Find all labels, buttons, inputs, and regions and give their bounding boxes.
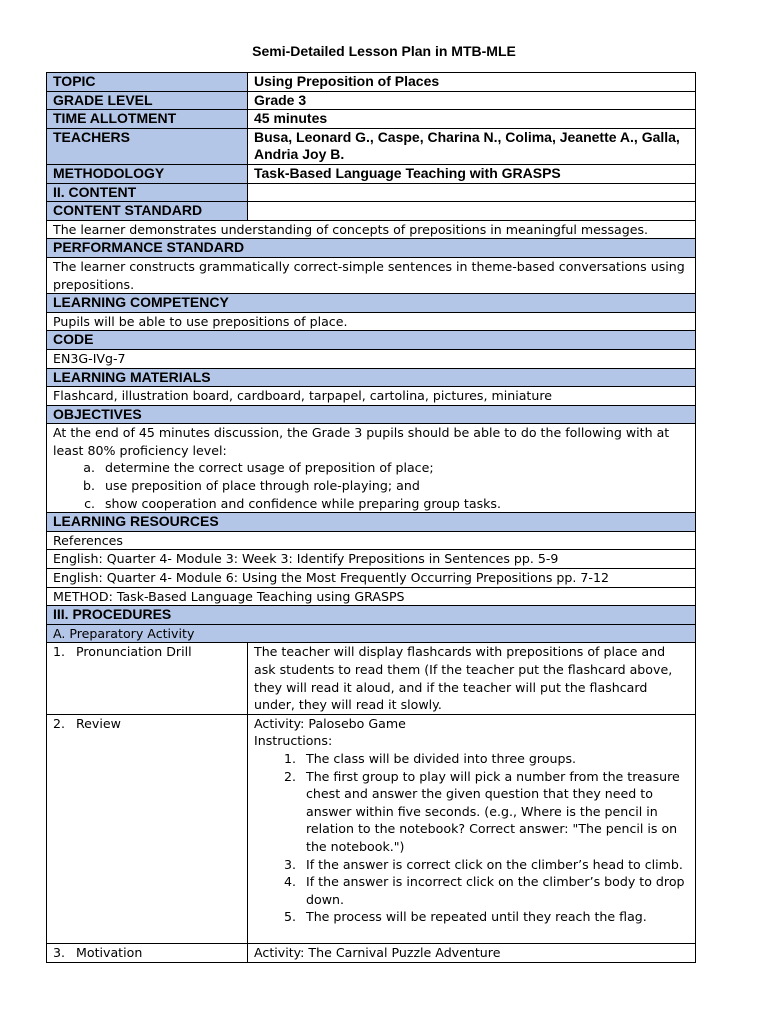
- procedure-number: 2.: [53, 715, 66, 731]
- content-heading: II. CONTENT: [47, 183, 248, 202]
- learning-materials-row: [47, 368, 696, 387]
- procedure-description: Activity: The Carnival Puzzle Adventure: [248, 943, 696, 962]
- preparatory-activity-row: [47, 624, 696, 643]
- procedure-number: 3.: [53, 944, 66, 960]
- topic-row: [47, 73, 696, 92]
- resource-item: METHOD: Task-Based Language Teaching using GRASPS: [47, 587, 696, 606]
- resource-row: [47, 587, 696, 606]
- learning-materials-text-row: [47, 387, 696, 406]
- learning-competency-label: LEARNING COMPETENCY: [47, 294, 696, 313]
- grade-row: [47, 91, 696, 110]
- procedure-label: Motivation: [76, 944, 143, 960]
- review-instructions-label: Instructions:: [254, 733, 333, 749]
- objectives-text-row: [47, 424, 696, 513]
- time-label: TIME ALLOTMENT: [47, 110, 248, 129]
- code-row: [47, 331, 696, 350]
- procedure-label-cell: [47, 943, 248, 962]
- learning-resources-label: LEARNING RESOURCES: [47, 513, 696, 532]
- code-text: EN3G-IVg-7: [47, 349, 696, 368]
- procedure-label-cell: [47, 643, 248, 714]
- objectives-intro: At the end of 45 minutes discussion, the Grade 3 pupils should be able to do the following with at least 80% proficiency level:: [53, 425, 670, 458]
- content-standard-row: [47, 202, 696, 221]
- review-steps-list: [254, 750, 689, 926]
- learning-competency-text-row: [47, 312, 696, 331]
- teachers-value: Busa, Leonard G., Caspe, Charina N., Colima, Jeanette A., Galla, Andria Joy B.: [248, 128, 696, 164]
- learning-competency-row: [47, 294, 696, 313]
- procedures-heading: III. PROCEDURES: [47, 606, 696, 625]
- resource-item: English: Quarter 4- Module 6: Using the Most Frequently Occurring Prepositions pp. 7-12: [47, 569, 696, 588]
- review-activity: Activity: Palosebo Game: [254, 715, 406, 731]
- topic-value: Using Preposition of Places: [248, 73, 696, 92]
- content-standard-label: CONTENT STANDARD: [47, 202, 248, 221]
- objective-item: b. use preposition of place through role-playing; and: [99, 477, 689, 495]
- resource-row: [47, 569, 696, 588]
- procedure-description: The teacher will display flashcards with prepositions of place and ask students to read them (If the teacher put the flashcard above, they will read it aloud, and if the teacher will put the flashcard under, they will read it slowly.: [248, 643, 696, 714]
- resource-row: [47, 531, 696, 550]
- procedure-row-pronunciation: [47, 643, 696, 714]
- performance-standard-text-row: [47, 257, 696, 293]
- methodology-label: METHODOLOGY: [47, 164, 248, 183]
- content-standard-blank: [248, 202, 696, 221]
- learning-competency-text: Pupils will be able to use prepositions of place.: [47, 312, 696, 331]
- performance-standard-label: PERFORMANCE STANDARD: [47, 239, 696, 258]
- objectives-list: [53, 459, 689, 512]
- teachers-row: [47, 128, 696, 164]
- time-row: [47, 110, 696, 129]
- objectives-label: OBJECTIVES: [47, 405, 696, 424]
- performance-standard-text: The learner constructs grammatically correct-simple sentences in theme-based conversations using prepositions.: [47, 257, 696, 293]
- objective-item: a. determine the correct usage of preposition of place;: [99, 459, 689, 477]
- procedure-row-motivation: [47, 943, 696, 962]
- time-value: 45 minutes: [248, 110, 696, 129]
- resource-row: [47, 550, 696, 569]
- resource-item: References: [47, 531, 696, 550]
- procedure-label-cell: [47, 714, 248, 943]
- teachers-label: TEACHERS: [47, 128, 248, 164]
- grade-label: GRADE LEVEL: [47, 91, 248, 110]
- resource-item: English: Quarter 4- Module 3: Week 3: Identify Prepositions in Sentences pp. 5-9: [47, 550, 696, 569]
- review-step: 2. The first group to play will pick a number from the treasure chest and answer the given question that they need to answer within five seconds. (e.g., Where is the pencil in relation to the notebook? Correct answer: "The pencil is on the notebook."): [300, 768, 689, 856]
- methodology-value: Task-Based Language Teaching with GRASPS: [248, 164, 696, 183]
- learning-materials-text: Flashcard, illustration board, cardboard, tarpapel, cartolina, pictures, miniature: [47, 387, 696, 406]
- code-label: CODE: [47, 331, 696, 350]
- procedure-label: Review: [76, 715, 121, 731]
- performance-standard-row: [47, 239, 696, 258]
- page-title: Semi-Detailed Lesson Plan in MTB-MLE: [252, 43, 516, 59]
- objectives-row: [47, 405, 696, 424]
- objectives-cell: [47, 424, 696, 513]
- lesson-plan-table: [46, 72, 696, 963]
- grade-value: Grade 3: [248, 91, 696, 110]
- content-heading-blank: [248, 183, 696, 202]
- review-step: 3. If the answer is correct click on the climber’s head to climb.: [300, 856, 689, 874]
- procedures-heading-row: [47, 606, 696, 625]
- procedure-row-review: [47, 714, 696, 943]
- preparatory-activity-heading: A. Preparatory Activity: [47, 624, 696, 643]
- review-step: 1. The class will be divided into three groups.: [300, 750, 689, 768]
- review-step: 4. If the answer is incorrect click on the climber’s body to drop down.: [300, 873, 689, 908]
- code-text-row: [47, 349, 696, 368]
- content-standard-text-row: [47, 220, 696, 239]
- procedure-label: Pronunciation Drill: [76, 644, 192, 660]
- review-step: 5. The process will be repeated until they reach the flag.: [300, 908, 689, 926]
- topic-label: TOPIC: [47, 73, 248, 92]
- procedure-description: [248, 714, 696, 943]
- learning-resources-row: [47, 513, 696, 532]
- procedure-number: 1.: [53, 644, 66, 660]
- learning-materials-label: LEARNING MATERIALS: [47, 368, 696, 387]
- content-heading-row: [47, 183, 696, 202]
- content-standard-text: The learner demonstrates understanding of concepts of prepositions in meaningful messages.: [47, 220, 696, 239]
- objective-item: c. show cooperation and confidence while preparing group tasks.: [99, 495, 689, 513]
- methodology-row: [47, 164, 696, 183]
